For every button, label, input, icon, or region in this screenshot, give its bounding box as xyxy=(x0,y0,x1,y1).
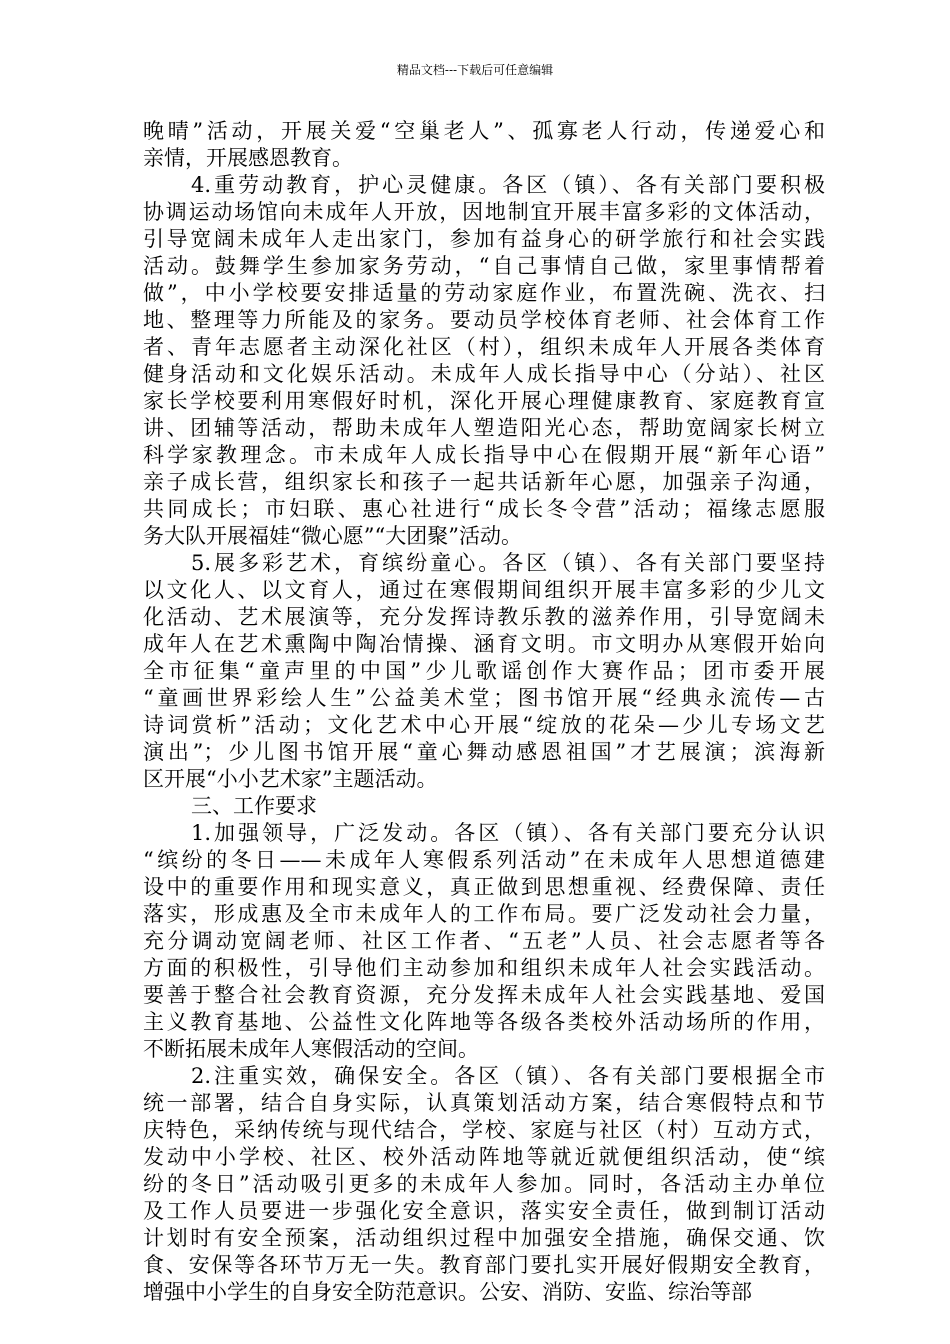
text-line: 统一部署，结合自身实际，认真策划活动方案，结合寒假特点和节 xyxy=(143,1091,825,1115)
text-line: 区开展“小小艺术家”主题活动。 xyxy=(143,767,438,791)
text-line: “缤纷的冬日——未成年人寒假系列活动”在未成年人思想道德建 xyxy=(143,848,825,872)
text-line: 方面的积极性，引导他们主动参加和组织未成年人社会实践活动。 xyxy=(143,956,825,980)
text-line: 2.注重实效，确保安全。各区（镇）、各有关部门要根据全市 xyxy=(191,1064,825,1088)
page-header: 精品文档---下载后可任意编辑 xyxy=(396,63,554,77)
text-line: 5.展多彩艺术，育缤纷童心。各区（镇）、各有关部门要坚持 xyxy=(191,551,825,575)
text-line: 协调运动场馆向未成年人开放，因地制宜开展丰富多彩的文体活动， xyxy=(143,200,825,224)
text-line: 诗词赏析”活动；文化艺术中心开展“绽放的花朵—少儿专场文艺 xyxy=(143,713,825,737)
text-line: 地、整理等力所能及的家务。要动员学校体育老师、社会体育工作 xyxy=(143,308,825,332)
text-line: 者、青年志愿者主动深化社区（村），组织未成年人开展各类体育 xyxy=(143,335,825,359)
text-line: 主义教育基地、公益性文化阵地等各级各类校外活动场所的作用， xyxy=(143,1010,825,1034)
text-line: 充分调动宽阔老师、社区工作者、“五老”人员、社会志愿者等各 xyxy=(143,929,825,953)
paragraph-p2 xyxy=(143,172,825,550)
text-line: 食、安保等各环节万无一失。教育部门要扎实开展好假期安全教育， xyxy=(143,1253,825,1277)
text-line: 家长学校要利用寒假好时机，深化开展心理健康教育、家庭教育宣 xyxy=(143,389,825,413)
text-line: 化活动、艺术展演等，充分发挥诗教乐教的滋养作用，引导宽阔未 xyxy=(143,605,825,629)
text-line: 亲情，开展感恩教育。 xyxy=(143,146,353,170)
text-line: 全市征集“童声里的中国”少儿歌谣创作大赛作品；团市委开展 xyxy=(143,659,825,683)
paragraph-p4 xyxy=(143,793,825,820)
text-line: 三、工作要求 xyxy=(191,794,317,818)
text-line: 科学家教理念。市未成年人成长指导中心在假期开展“新年心语” xyxy=(143,443,825,467)
paragraph-p6 xyxy=(143,1063,825,1306)
text-line: 以文化人、以文育人，通过在寒假期间组织开展丰富多彩的少儿文 xyxy=(143,578,825,602)
paragraph-p5 xyxy=(143,820,825,1063)
text-line: 共同成长；市妇联、惠心社进行“成长冬令营”活动；福缘志愿服 xyxy=(143,497,825,521)
text-line: 计划时有安全预案，活动组织过程中加强安全措施，确保交通、饮 xyxy=(143,1226,825,1250)
text-line: 务大队开展福娃“微心愿”“大团聚”活动。 xyxy=(143,524,522,548)
text-line: 增强中小学生的自身安全防范意识。公安、消防、安监、综治等部 xyxy=(143,1280,752,1304)
text-line: 做”，中小学校要安排适量的劳动家庭作业，布置洗碗、洗衣、扫 xyxy=(143,281,825,305)
text-line: 4.重劳动教育，护心灵健康。各区（镇）、各有关部门要积极 xyxy=(191,173,825,197)
text-line: 要善于整合社会教育资源，充分发挥未成年人社会实践基地、爱国 xyxy=(143,983,825,1007)
text-line: 成年人在艺术熏陶中陶冶情操、涵育文明。市文明办从寒假开始向 xyxy=(143,632,825,656)
text-line: 引导宽阔未成年人走出家门，参加有益身心的研学旅行和社会实践 xyxy=(143,227,825,251)
paragraph-p1 xyxy=(143,118,825,172)
text-line: 健身活动和文化娱乐活动。未成年人成长指导中心（分站）、社区 xyxy=(143,362,825,386)
text-line: 设中的重要作用和现实意义，真正做到思想重视、经费保障、责任 xyxy=(143,875,825,899)
text-line: 纷的冬日”活动吸引更多的未成年人参加。同时，各活动主办单位 xyxy=(143,1172,825,1196)
text-line: 晚晴”活动，开展关爱“空巢老人”、孤寡老人行动，传递爱心和 xyxy=(143,119,825,143)
text-line: 发动中小学校、社区、校外活动阵地等就近就便组织活动，使“缤 xyxy=(143,1145,825,1169)
text-line: 讲、团辅等活动，帮助未成年人塑造阳光心态，帮助宽阔家长树立 xyxy=(143,416,825,440)
text-line: “童画世界彩绘人生”公益美术堂；图书馆开展“经典永流传—古 xyxy=(143,686,825,710)
text-line: 不断拓展未成年人寒假活动的空间。 xyxy=(143,1037,479,1061)
text-line: 亲子成长营，组织家长和孩子一起共话新年心愿，加强亲子沟通， xyxy=(143,470,825,494)
paragraph-p3 xyxy=(143,550,825,793)
text-line: 活动。鼓舞学生参加家务劳动，“自己事情自己做，家里事情帮着 xyxy=(143,254,825,278)
document-body xyxy=(143,118,825,1306)
text-line: 1.加强领导，广泛发动。各区（镇）、各有关部门要充分认识 xyxy=(191,821,825,845)
text-line: 及工作人员要进一步强化安全意识，落实安全责任，做到制订活动 xyxy=(143,1199,825,1223)
text-line: 庆特色，采纳传统与现代结合，学校、家庭与社区（村）互动方式， xyxy=(143,1118,825,1142)
text-line: 落实，形成惠及全市未成年人的工作布局。要广泛发动社会力量， xyxy=(143,902,825,926)
text-line: 演出”；少儿图书馆开展“童心舞动感恩祖国”才艺展演；滨海新 xyxy=(143,740,825,764)
